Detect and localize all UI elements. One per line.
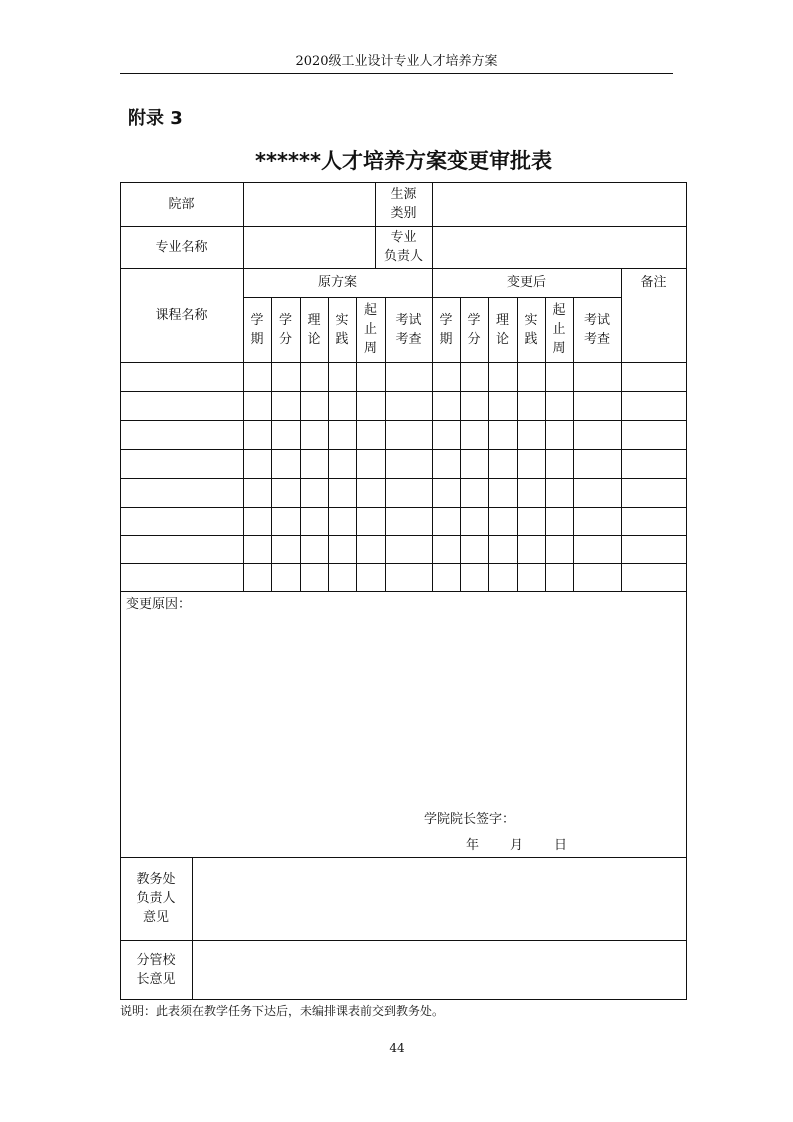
course-name-label: 课程名称 [155, 307, 208, 323]
original-credits-header: 学 分 [278, 312, 292, 347]
date-year-label: 年 [466, 838, 480, 853]
academic-affairs-opinion-field[interactable] [192, 857, 686, 940]
original-weeks-header: 起 止 周 [363, 303, 377, 356]
page-number: 44 [389, 1041, 405, 1055]
original-plan-label: 原方案 [317, 275, 357, 290]
dean-signature-label: 学院院长签字： [424, 812, 516, 827]
department-label: 院部 [168, 196, 195, 212]
remarks-label: 备注 [640, 275, 667, 290]
appendix-label: 附录 3 [128, 108, 183, 129]
changed-assessment-header: 考试 考查 [583, 312, 610, 347]
changed-weeks-header: 起 止 周 [552, 303, 566, 356]
source-category-field[interactable] [432, 182, 686, 226]
date-day-label: 日 [554, 838, 568, 853]
changed-theory-header: 理 论 [495, 312, 509, 347]
major-name-field[interactable] [243, 226, 375, 268]
after-change-label: 变更后 [506, 275, 546, 290]
change-reason-label: 变更原因： [126, 597, 192, 612]
source-category-label: 生源 类别 [390, 187, 417, 221]
academic-affairs-opinion-label: 教务处 负责人 意见 [136, 872, 176, 925]
major-name-label: 专业名称 [155, 239, 208, 255]
footnote: 说明：此表须在教学任务下达后，未编排课表前交到教务处。 [120, 1004, 445, 1018]
original-semester-header: 学 期 [250, 312, 264, 347]
major-head-label: 专业 负责人 [383, 230, 423, 264]
date-month-label: 月 [510, 838, 524, 853]
vice-president-opinion-field[interactable] [192, 940, 686, 999]
changed-credits-header: 学 分 [467, 312, 481, 347]
changed-practice-header: 实 践 [524, 312, 538, 347]
form-title: ******人才培养方案变更审批表 [255, 149, 552, 173]
original-theory-header: 理 论 [307, 312, 321, 347]
vice-president-opinion-label: 分管校 长意见 [136, 952, 176, 987]
original-assessment-header: 考试 考查 [395, 312, 422, 347]
major-head-field[interactable] [432, 226, 686, 268]
original-practice-header: 实 践 [335, 312, 349, 347]
running-header: 2020级工业设计专业人才培养方案 [295, 54, 498, 69]
changed-semester-header: 学 期 [439, 312, 453, 347]
department-field[interactable] [243, 182, 375, 226]
